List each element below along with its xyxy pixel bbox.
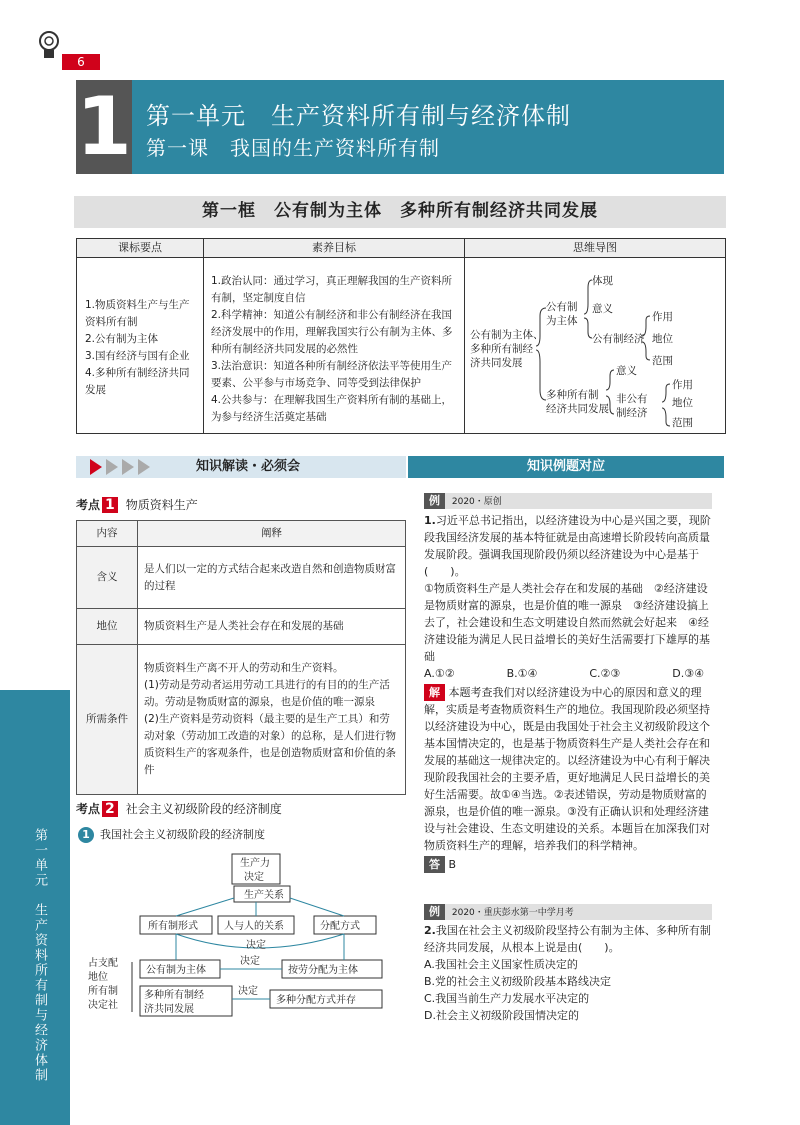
side-note-line: 决定社 bbox=[88, 1000, 118, 1011]
play-arrow-icon bbox=[90, 459, 102, 475]
diagram-multi-dist: 多种分配方式并存 bbox=[276, 995, 356, 1006]
option: A.①② bbox=[424, 667, 455, 680]
answer-badge: 答 bbox=[424, 856, 445, 873]
mindmap-b2a: 意义 bbox=[616, 365, 637, 377]
mindmap-b1b: 意义 bbox=[592, 303, 613, 315]
example-1 bbox=[424, 512, 716, 873]
diagram-decide: 决定 bbox=[238, 986, 258, 997]
list-item: 2.科学精神：知道公有制经济和非公有制经济在我国经济发展中的作用，理解我国实行公有制为主体、多种所有制经济共同发展的必然性 bbox=[211, 309, 453, 355]
mindmap-b1-line: 公有制 bbox=[546, 301, 578, 313]
list-item: 4.多种所有制经济共同发展 bbox=[85, 367, 190, 396]
side-note-line: 所有制 bbox=[88, 986, 118, 997]
option: B.党的社会主义初级阶段基本路线决定 bbox=[424, 975, 612, 988]
row-text: (2)生产资料是劳动资料（最主要的是生产工具）和劳动对象（劳动加工改造的对象）的总称，是人们进行物质资料生产的客观条件，也是创造物质财富和价值的条件 bbox=[144, 713, 396, 776]
column-divider bbox=[203, 239, 204, 433]
diagram-multi-own-line: 济共同发展 bbox=[144, 1004, 194, 1015]
mindmap-b2b-line: 非公有 bbox=[616, 393, 648, 405]
list-item: 1.政治认同：通过学习，真正理解我国的生产资料所有制，坚定制度自信 bbox=[211, 275, 453, 304]
mindmap-root-line: 济共同发展 bbox=[470, 357, 523, 369]
mindmap-b1-line: 为主体 bbox=[546, 315, 578, 327]
mind-map bbox=[466, 258, 724, 432]
mindmap-root-line: 多种所有制经 bbox=[470, 343, 533, 355]
option: C.②③ bbox=[589, 667, 621, 680]
kp-label: 考点 bbox=[76, 802, 101, 816]
side-note-line: 地位 bbox=[88, 972, 108, 983]
frame-title: 第一框 公有制为主体 多种所有制经济共同发展 bbox=[202, 201, 598, 221]
diagram-ownership: 所有制形式 bbox=[148, 921, 198, 932]
diagram-decide: 决定 bbox=[244, 872, 264, 883]
row-label: 含义 bbox=[77, 547, 138, 609]
mindmap-root-line: 公有制为主体、 bbox=[470, 329, 544, 341]
mindmap-b2-line: 经济共同发展 bbox=[546, 403, 609, 415]
question-number: 2. bbox=[424, 924, 436, 937]
kp1-heading bbox=[76, 494, 198, 513]
analysis-badge: 解 bbox=[424, 684, 445, 701]
question-number: 1. bbox=[424, 514, 436, 527]
question-stem: 我国在社会主义初级阶段坚持公有制为主体、多种所有制经济共同发展，从根本上说是由( )。 bbox=[424, 924, 711, 954]
diagram-public-main: 公有制为主体 bbox=[146, 965, 206, 976]
list-item: 2.公有制为主体 bbox=[85, 333, 159, 345]
kp-number: 1 bbox=[102, 497, 118, 513]
section-bar-left bbox=[76, 456, 406, 478]
lesson-title: 第一课 我国的生产资料所有制 bbox=[146, 136, 440, 160]
analysis-text: 本题考查我们对以经济建设为中心的原因和意义的理解，实质是考查物质资料生产的地位。我国现阶段必须坚持以经济建设为中心，既是由我国处于社会主义初级阶段这个基本国情决定的，也是基于物质资料生产是人类社会存在和发展的基础这一规律决定的。以经济建设为中心有利于解决现阶段我国社会的主要矛盾，更好地满足人民日益增长的美好生活需要。故①④当选。②表述错误，劳动是物质财富的源泉，也是价值的唯一源泉。③没有正确认识和处理经济建设与社会建设、生态文明建设的关系。本题旨在加深我们对物质资料生产的理解，培养我们的科学精神。 bbox=[424, 686, 710, 852]
diagram-productivity: 生产力 bbox=[240, 858, 270, 869]
mindmap-leaf: 地位 bbox=[652, 333, 673, 345]
kp2-heading bbox=[76, 798, 282, 817]
option: D.社会主义初级阶段国情决定的 bbox=[424, 1009, 579, 1022]
option: B.①④ bbox=[506, 667, 538, 680]
example-2 bbox=[424, 922, 716, 1024]
question-stem: 习近平总书记指出，以经济建设为中心是兴国之要，现阶段我国经济发展的基本特征就是由高速增长阶段转向高质量发展阶段。强调我国现阶段仍须以经济建设为中心是基于( )。 bbox=[424, 514, 711, 578]
page-number: 6 bbox=[62, 54, 100, 70]
mindmap-b1c: 公有制经济 bbox=[592, 333, 645, 345]
row-text: 是人们以一定的方式结合起来改造自然和创造物质财富的过程 bbox=[138, 547, 406, 609]
unit-number: 1 bbox=[76, 80, 132, 173]
example-badge: 例 bbox=[424, 493, 445, 509]
sub-title: 我国社会主义初级阶段的经济制度 bbox=[100, 828, 265, 841]
header-points: 课标要点 bbox=[77, 239, 203, 258]
kp1-table bbox=[76, 520, 406, 795]
mindmap-b1a: 体现 bbox=[592, 275, 613, 287]
sub-number-badge: 1 bbox=[78, 827, 94, 843]
kp-number: 2 bbox=[102, 801, 118, 817]
mindmap-b2-line: 多种所有制 bbox=[546, 389, 599, 401]
list-item: 1.物质资料生产与生产资料所有制 bbox=[85, 299, 190, 328]
diagram-relations: 生产关系 bbox=[244, 890, 284, 901]
play-arrow-icon bbox=[106, 459, 118, 475]
kp2-subheading bbox=[78, 826, 265, 843]
mindmap-leaf: 范围 bbox=[672, 417, 693, 429]
sidebar-text: 第一单元 生产资料所有制与经济体制 bbox=[32, 828, 47, 1083]
option: D.③④ bbox=[672, 667, 704, 680]
kp-title: 社会主义初级阶段的经济制度 bbox=[125, 802, 282, 816]
key-points-list bbox=[85, 297, 197, 399]
answer-value: B bbox=[448, 858, 457, 871]
section-bar-right bbox=[408, 456, 724, 478]
list-item: 3.国有经济与国有企业 bbox=[85, 350, 190, 362]
overview-table bbox=[76, 238, 726, 434]
col-header: 内容 bbox=[77, 521, 138, 547]
chapter-header bbox=[132, 80, 724, 174]
diagram-multi-own-line: 多种所有制经 bbox=[144, 990, 204, 1001]
header-mindmap: 思维导图 bbox=[465, 239, 725, 258]
book-logo-icon bbox=[36, 30, 62, 60]
diagram-labor-main: 按劳分配为主体 bbox=[288, 965, 358, 976]
diagram-distribution: 分配方式 bbox=[320, 921, 360, 932]
example-badge: 例 bbox=[424, 904, 445, 920]
col-header: 阐释 bbox=[138, 521, 406, 547]
frame-title-bar bbox=[74, 196, 726, 228]
goals-list bbox=[211, 273, 459, 426]
row-text: 物质资料生产离不开人的劳动和生产资料。 bbox=[144, 662, 344, 674]
row-label: 所需条件 bbox=[77, 645, 138, 795]
row-label: 地位 bbox=[77, 609, 138, 645]
column-divider bbox=[464, 239, 465, 433]
unit-title: 第一单元 生产资料所有制与经济体制 bbox=[146, 102, 571, 130]
mindmap-leaf: 作用 bbox=[672, 379, 693, 391]
mindmap-leaf: 范围 bbox=[652, 355, 673, 367]
header-goals: 素养目标 bbox=[204, 239, 464, 258]
diagram-people: 人与人的关系 bbox=[224, 921, 284, 932]
play-arrow-icon bbox=[122, 459, 134, 475]
mindmap-leaf: 作用 bbox=[652, 311, 673, 323]
section-right-title: 知识例题对应 bbox=[526, 459, 605, 474]
example-tag: 2020・原创 bbox=[451, 497, 502, 507]
question-items: ①物质资料生产是人类社会存在和发展的基础 ②经济建设是物质财富的源泉，也是价值的唯一源泉 ③经济建设搞上去了，社会建设和生态文明建设自然而然就会好起来 ④经济建设能为满足人民日益增长的美好生活需要打下雄厚的基础 bbox=[424, 582, 710, 663]
options bbox=[424, 665, 704, 682]
kp-title: 物质资料生产 bbox=[125, 498, 198, 512]
list-item: 3.法治意识：知道各种所有制经济依法平等使用生产要素、公平参与市场竞争、同等受到法律保护 bbox=[211, 360, 453, 389]
row-text: (1)劳动是劳动者运用劳动工具进行的有目的的生产活动。劳动是物质财富的源泉，也是价值的唯一源泉 bbox=[144, 679, 390, 708]
play-arrow-icon bbox=[138, 459, 150, 475]
economic-system-diagram bbox=[84, 852, 408, 1020]
example-tag: 2020・重庆彭水第一中学月考 bbox=[451, 908, 574, 918]
mindmap-b2b-line: 制经济 bbox=[616, 407, 648, 419]
section-left-title: 知识解读・必须会 bbox=[196, 459, 301, 474]
diagram-decide: 决定 bbox=[240, 956, 260, 967]
side-note-line: 占支配 bbox=[88, 958, 118, 969]
mindmap-leaf: 地位 bbox=[672, 397, 693, 409]
option: C.我国当前生产力发展水平决定的 bbox=[424, 992, 590, 1005]
list-item: 4.公共参与：在理解我国生产资料所有制的基础上，为参与经济生活奠定基础 bbox=[211, 394, 453, 423]
example-bar bbox=[424, 904, 712, 920]
kp-label: 考点 bbox=[76, 498, 101, 512]
row-text: 物质资料生产是人类社会存在和发展的基础 bbox=[138, 609, 406, 645]
option: A.我国社会主义国家性质决定的 bbox=[424, 958, 578, 971]
example-bar bbox=[424, 493, 712, 509]
diagram-decide: 决定 bbox=[246, 940, 266, 951]
